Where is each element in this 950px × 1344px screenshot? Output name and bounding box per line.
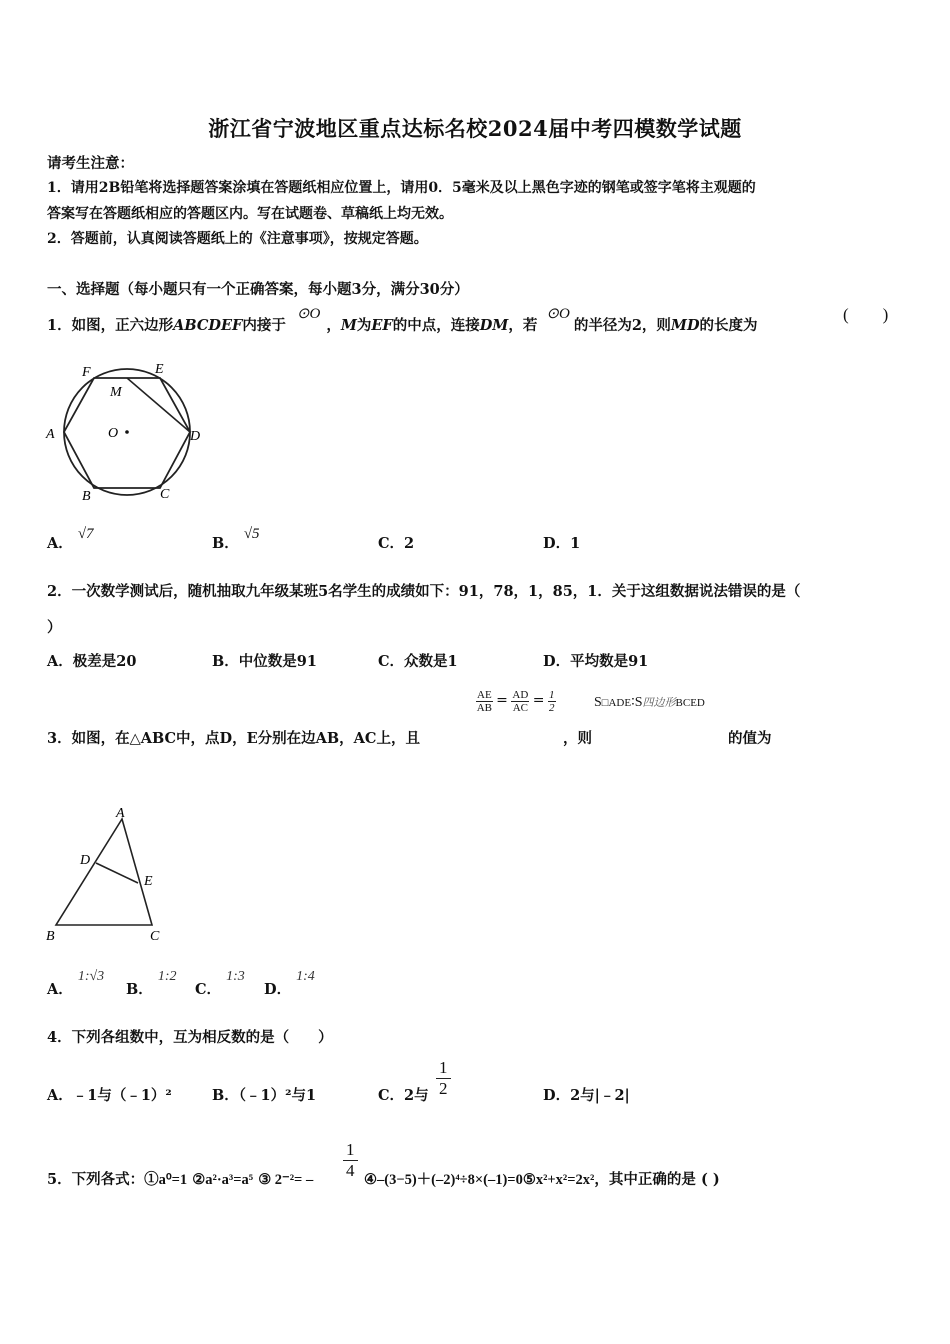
label-d: D (80, 853, 91, 868)
q1-option-c[interactable]: C．2 (378, 535, 415, 552)
q1-text-1: 1．如图，正六边形 (47, 317, 174, 334)
q2-option-c[interactable]: C．众数是1 (378, 653, 458, 670)
q1-point-m: M (340, 317, 357, 334)
q1-text-2: 内接于 (242, 317, 286, 334)
q3-option-b[interactable]: B． 1:2 (126, 969, 177, 998)
q1-option-b-label: B． (212, 535, 239, 552)
q1-circle-o-1: ⊙O (296, 306, 321, 322)
notice-heading: 请考生注意： (47, 155, 134, 172)
q2-option-b[interactable]: B．中位数是91 (212, 653, 317, 670)
q1-option-b[interactable] (212, 526, 260, 553)
q1-answer-paren: ( ) (843, 305, 889, 324)
q2-option-d[interactable]: D．平均数是91 (543, 653, 649, 670)
question-1-stem (47, 306, 758, 335)
q3-option-c[interactable]: C． 1:3 (195, 969, 245, 998)
center-dot (125, 430, 129, 434)
section-heading: 一、选择题（每小题只有一个正确答案，每小题3分，满分30分） (47, 281, 469, 298)
q1-text-3: ， (326, 317, 341, 334)
question-2-stem: 2．一次数学测试后，随机抽取九年级某班5名学生的成绩如下：91，78，1，85，1．关于这组数据说法错误的是（ (47, 583, 801, 600)
q1-circle-o-2: ⊙O (546, 306, 570, 322)
q1-option-b-value: √5 (243, 526, 260, 542)
label-c: C (150, 929, 160, 944)
segment-de (96, 863, 138, 883)
q4-option-d[interactable]: D．2与|﹣2| (543, 1087, 630, 1104)
q1-option-a[interactable] (47, 526, 94, 553)
question-4-stem: 4．下列各组数中，互为相反数的是（ ） (47, 1029, 333, 1046)
question-5-stem: 5．下列各式：①a⁰=1 ②a²·a³=a⁵ ③ 2⁻²= – (47, 1171, 314, 1188)
label-b: B (46, 929, 55, 944)
label-d: D (190, 429, 201, 444)
frac-one-half: $\frac{1}{2}$ (549, 689, 555, 714)
q4-option-c-fraction: $\frac{1}{2}$ (436, 1058, 451, 1099)
q3-area-ratio: S□ADE∶S四边形BCED (594, 695, 705, 710)
q4-option-b[interactable]: B．（﹣1）²与1 (212, 1087, 317, 1104)
label-e: E (144, 874, 153, 889)
label-c: C (160, 487, 170, 502)
question-2-stem-end: ） (47, 619, 62, 636)
q1-text-7: 的半径为2，则 (573, 317, 671, 334)
q1-text-4: 为 (356, 317, 372, 334)
label-a: A (46, 427, 55, 442)
label-o: O (108, 426, 119, 441)
label-f: F (82, 365, 91, 380)
frac-ad-ac: $\frac{AD}{AC}$ (512, 689, 529, 714)
q1-segment-ef: EF (371, 317, 393, 334)
q1-option-a-value: √7 (77, 526, 94, 542)
q1-figure (42, 360, 212, 510)
question-5-stem-2: ④–(3−5)＋(–2)⁴÷8×(–1)=0⑤x²+x²=2x²，其中正确的是 ( ) (364, 1171, 720, 1188)
label-m: M (110, 385, 122, 400)
notice-line-3: 2．答题前，认真阅读答题纸上的《注意事项》，按规定答题。 (47, 231, 428, 247)
q1-text-5: 的中点，连接 (392, 317, 480, 334)
q1-text-6: ，若 (508, 317, 538, 334)
notice-line-2: 答案写在答题纸相应的答题区内。写在试题卷、草稿纸上均无效。 (47, 206, 453, 222)
q5-fraction: $\frac{1}{4}$ (343, 1140, 358, 1181)
q3-ratio-formula: $\frac{AE}{AB}$ = $\frac{AD}{AC}$ = $\frac{1}{2}$ (476, 689, 555, 714)
frac-ae-ab: $\frac{AE}{AB}$ (476, 689, 492, 714)
question-3-stem: 3．如图，在△ABC中，点D，E分别在边AB，AC上，且 (47, 730, 420, 747)
q3-option-d[interactable]: D． 1:4 (264, 969, 315, 998)
page-title: 浙江省宁波地区重点达标名校2024届中考四模数学试题 (208, 116, 742, 141)
q3-figure (40, 803, 180, 948)
q1-option-a-label: A． (47, 535, 73, 552)
label-e: E (155, 362, 164, 377)
q4-option-c[interactable]: C．2与 (378, 1087, 429, 1104)
q1-option-d[interactable]: D．1 (543, 535, 581, 552)
triangle-abc (56, 819, 152, 925)
q4-option-a[interactable]: A．﹣1与（﹣1）² (47, 1087, 172, 1104)
question-3-stem-3: 的值为 (728, 730, 772, 747)
q1-text-8: 的长度为 (699, 317, 758, 334)
notice-line-1: 1．请用2B铅笔将选择题答案涂填在答题纸相应位置上，请用0．5毫米及以上黑色字迹的钢笔或签字笔将主观题的 (47, 180, 756, 196)
q1-segment-md: MD (670, 317, 700, 334)
q3-option-a[interactable]: A． 1:√3 (47, 969, 105, 998)
q2-option-a[interactable]: A．极差是20 (47, 653, 137, 670)
q1-hexagon-name: ABCDEF (173, 317, 243, 334)
segment-dm (127, 378, 190, 432)
q1-segment-dm: DM (479, 317, 509, 334)
label-b: B (82, 489, 91, 504)
question-3-stem-2: ，则 (563, 730, 592, 747)
label-a: A (116, 806, 125, 821)
